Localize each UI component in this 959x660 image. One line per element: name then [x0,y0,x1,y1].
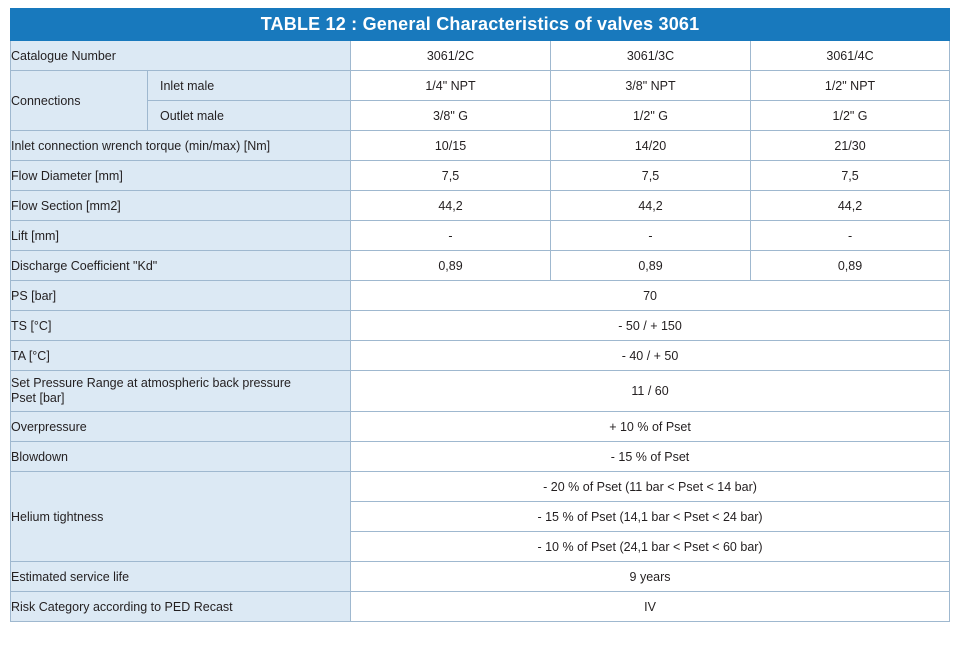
set-pressure-range-line1: Set Pressure Range at atmospheric back pressure [11,376,291,390]
cell-risk-category-value: IV [351,592,950,622]
row-label-set-pressure-range [11,371,351,412]
cell-flow-section-2c: 44,2 [351,191,551,221]
cell-blowdown-value: - 15 % of Pset [351,442,950,472]
row-label-risk-category: Risk Category according to PED Recast [11,592,351,622]
table-row-ts [11,311,950,341]
table-row-connections-outlet [11,101,950,131]
row-label-ts: TS [°C] [11,311,351,341]
cell-wrench-torque-2c: 10/15 [351,131,551,161]
cell-overpressure-value: + 10 % of Pset [351,412,950,442]
table-row-lift [11,221,950,251]
cell-outlet-male-4c: 1/2" G [751,101,950,131]
row-label-wrench-torque: Inlet connection wrench torque (min/max) [Nm] [11,131,351,161]
row-label-flow-diameter: Flow Diameter [mm] [11,161,351,191]
table-title: TABLE 12 : General Characteristics of valves 3061 [11,9,950,41]
cell-outlet-male-2c: 3/8" G [351,101,551,131]
table-row-estimated-service-life [11,562,950,592]
cell-inlet-male-4c: 1/2" NPT [751,71,950,101]
table-row-flow-section [11,191,950,221]
set-pressure-range-line2: Pset [bar] [11,391,65,405]
cell-wrench-torque-3c: 14/20 [551,131,751,161]
table-row-risk-category [11,592,950,622]
row-label-ta: TA [°C] [11,341,351,371]
column-header-3061-4c: 3061/4C [751,41,950,71]
cell-wrench-torque-4c: 21/30 [751,131,950,161]
table-row-set-pressure-range [11,371,950,412]
cell-lift-4c: - [751,221,950,251]
table-row-catalogue-number [11,41,950,71]
table-row-flow-diameter [11,161,950,191]
row-label-estimated-service-life: Estimated service life [11,562,351,592]
cell-discharge-coefficient-2c: 0,89 [351,251,551,281]
general-characteristics-table [10,8,950,622]
table-row-helium-tightness-1 [11,472,950,502]
cell-discharge-coefficient-3c: 0,89 [551,251,751,281]
row-sublabel-outlet-male: Outlet male [148,101,351,131]
row-label-blowdown: Blowdown [11,442,351,472]
cell-lift-2c: - [351,221,551,251]
table-row-ta [11,341,950,371]
cell-outlet-male-3c: 1/2" G [551,101,751,131]
row-label-ps: PS [bar] [11,281,351,311]
cell-lift-3c: - [551,221,751,251]
table-row-overpressure [11,412,950,442]
cell-flow-diameter-2c: 7,5 [351,161,551,191]
table-title-row [11,9,950,41]
row-label-overpressure: Overpressure [11,412,351,442]
cell-inlet-male-3c: 3/8" NPT [551,71,751,101]
table-row-wrench-torque [11,131,950,161]
table-row-blowdown [11,442,950,472]
row-label-discharge-coefficient: Discharge Coefficient "Kd" [11,251,351,281]
cell-helium-tightness-1: - 20 % of Pset (11 bar < Pset < 14 bar) [351,472,950,502]
row-label-catalogue-number: Catalogue Number [11,41,351,71]
table-row-connections-inlet [11,71,950,101]
column-header-3061-2c: 3061/2C [351,41,551,71]
row-sublabel-inlet-male: Inlet male [148,71,351,101]
cell-inlet-male-2c: 1/4" NPT [351,71,551,101]
cell-ps-value: 70 [351,281,950,311]
row-label-lift: Lift [mm] [11,221,351,251]
row-label-helium-tightness: Helium tightness [11,472,351,562]
row-label-connections: Connections [11,71,148,131]
column-header-3061-3c: 3061/3C [551,41,751,71]
cell-flow-diameter-4c: 7,5 [751,161,950,191]
cell-set-pressure-range-value: 11 / 60 [351,371,950,412]
row-label-flow-section: Flow Section [mm2] [11,191,351,221]
table-row-discharge-coefficient [11,251,950,281]
cell-helium-tightness-2: - 15 % of Pset (14,1 bar < Pset < 24 bar) [351,502,950,532]
cell-flow-section-3c: 44,2 [551,191,751,221]
table-row-ps [11,281,950,311]
cell-discharge-coefficient-4c: 0,89 [751,251,950,281]
cell-ta-value: - 40 / + 50 [351,341,950,371]
cell-estimated-service-life-value: 9 years [351,562,950,592]
cell-helium-tightness-3: - 10 % of Pset (24,1 bar < Pset < 60 bar) [351,532,950,562]
cell-flow-diameter-3c: 7,5 [551,161,751,191]
cell-ts-value: - 50 / + 150 [351,311,950,341]
cell-flow-section-4c: 44,2 [751,191,950,221]
